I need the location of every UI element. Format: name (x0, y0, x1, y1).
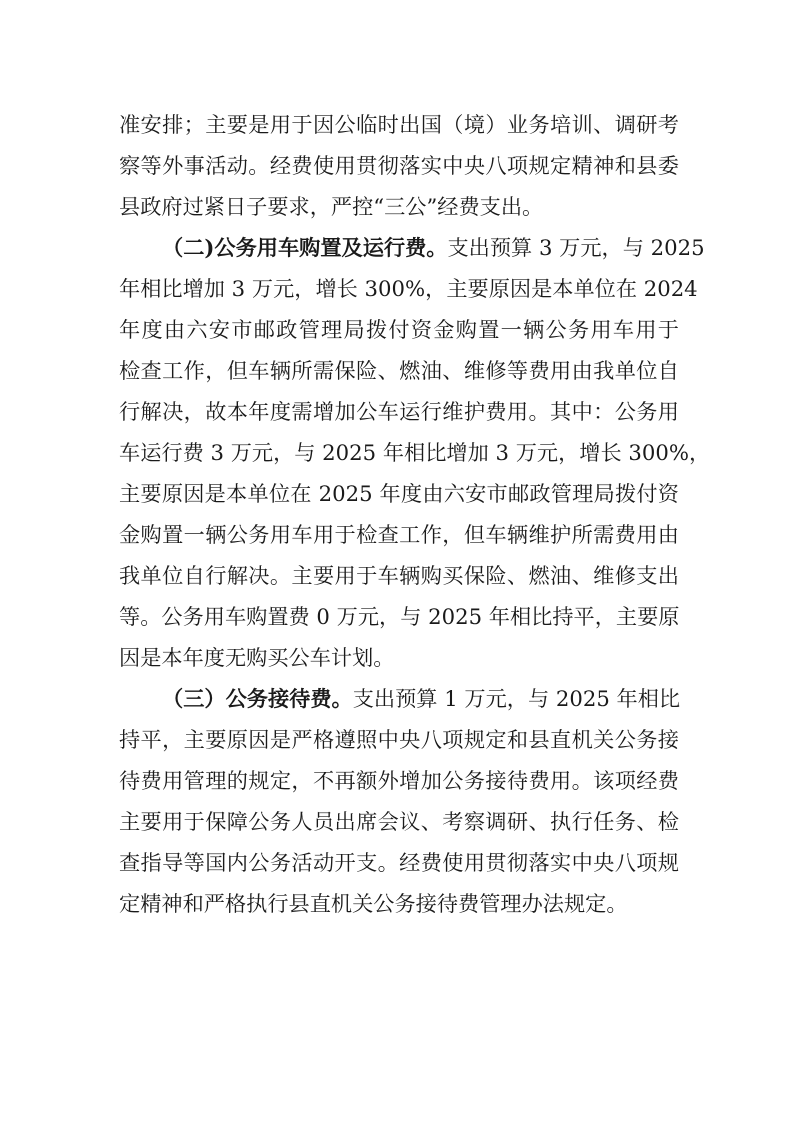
paragraph2-line-10: 等。公务用车购置费 0 万元，与 2025 年相比持平，主要原 (119, 604, 680, 629)
paragraph1-line-1: 准安排；主要是用于因公临时出国（境）业务培训、调研考 (119, 112, 679, 137)
paragraph3-line-6: 定精神和严格执行县直机关公务接待费管理办法规定。 (119, 891, 628, 916)
paragraph1-line-3: 县政府过紧日子要求，严控“三公”经费支出。 (119, 194, 544, 219)
paragraph3-first-line (162, 680, 679, 717)
paragraph2-line-9: 我单位自行解决。主要用于车辆购买保险、燃油、维修支出 (119, 563, 679, 588)
paragraph2-first-line-text: 支出预算 3 万元，与 2025 (447, 235, 705, 260)
paragraph3-line-3: 待费用管理的规定，不再额外增加公务接待费用。该项经费 (119, 768, 679, 793)
paragraph3-line-5: 查指导等国内公务活动开支。经费使用贯彻落实中央八项规 (119, 850, 679, 875)
paragraph2-line-4: 检查工作，但车辆所需保险、燃油、维修等费用由我单位自 (119, 358, 679, 383)
paragraph2-line-3: 年度由六安市邮政管理局拨付资金购置一辆公务用车用于 (119, 317, 679, 342)
paragraph2-line-8: 金购置一辆公务用车用于检查工作，但车辆维护所需费用由 (119, 522, 679, 547)
paragraph2-line-5: 行解决，故本年度需增加公车运行维护费用。其中：公务用 (119, 399, 679, 424)
paragraph1-line-2: 察等外事活动。经费使用贯彻落实中央八项规定精神和县委 (119, 153, 679, 178)
paragraph3-first-line-text: 支出预算 1 万元，与 2025 年相比 (352, 686, 681, 711)
paragraph2-line-2: 年相比增加 3 万元，增长 300%，主要原因是本单位在 2024 (119, 276, 698, 301)
paragraph3-line-2: 持平，主要原因是严格遵照中央八项规定和县直机关公务接 (119, 727, 679, 752)
paragraph2-line-11: 因是本年度无购买公车计划。 (119, 645, 395, 670)
paragraph2-first-line (162, 229, 705, 266)
paragraph3-heading: （三）公务接待费。 (162, 686, 353, 711)
paragraph2-line-6: 车运行费 3 万元，与 2025 年相比增加 3 万元，增长 300%， (119, 440, 711, 465)
paragraph2-line-7: 主要原因是本单位在 2025 年度由六安市邮政管理局拨付资 (119, 481, 679, 506)
paragraph2-heading: （二)公务用车购置及运行费。 (162, 235, 448, 260)
paragraph3-line-4: 主要用于保障公务人员出席会议、考察调研、执行任务、检 (119, 809, 679, 834)
